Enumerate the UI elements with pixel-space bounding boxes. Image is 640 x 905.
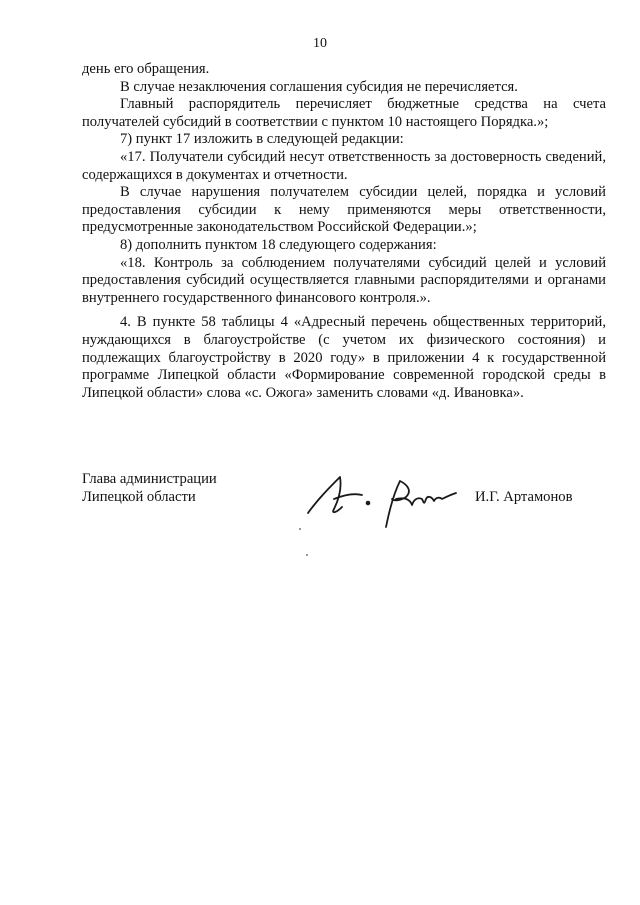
signer-position — [82, 471, 217, 506]
paragraph: В случае нарушения получателем субсидии целей, порядка и условий предоставления субсидии к нему применяются меры ответственности, предусмотренные законодательством Российской Федерации.»; — [82, 184, 606, 236]
paragraph: Главный распорядитель перечисляет бюджетные средства на счета получателей субсидий в соответствии с пунктом 10 настоящего Порядка.»; — [82, 96, 606, 130]
handwritten-signature — [300, 469, 470, 533]
paragraph: 7) пункт 17 изложить в следующей редакции: — [120, 131, 404, 148]
paragraph: В случае незаключения соглашения субсидия не перечисляется. — [120, 78, 518, 95]
paragraph: 8) дополнить пунктом 18 следующего содержания: — [120, 236, 437, 253]
scan-dot — [306, 554, 308, 556]
paragraph: 4. В пункте 58 таблицы 4 «Адресный перечень общественных территорий, нуждающихся в благоустройстве (с учетом их физического состояния) и подлежащих благоустройству в 2020 году» в приложении 4 к государственной программе Липецкой области «Формирование современной городской среды в Липецкой области» слова «с. Ожога» заменить словами «д. Ивановка». — [82, 314, 606, 401]
scan-dot — [299, 528, 301, 530]
signer-position-line: Глава администрации — [82, 471, 217, 487]
paragraph: «18. Контроль за соблюдением получателями субсидий целей и условий предоставления субсидий осуществляется главными распорядителями и органами внутреннего государственного финансового контроля.». — [82, 254, 606, 306]
paragraph: «17. Получатели субсидий несут ответственность за достоверность сведений, содержащихся в документах и отчетности. — [82, 148, 606, 183]
signer-position-line: Липецкой области — [82, 488, 196, 505]
document-body — [82, 61, 606, 402]
signature-block — [82, 469, 606, 549]
paragraph: день его обращения. — [82, 61, 210, 77]
signer-name: И.Г. Артамонов — [475, 489, 573, 505]
page-number: 10 — [313, 36, 327, 51]
